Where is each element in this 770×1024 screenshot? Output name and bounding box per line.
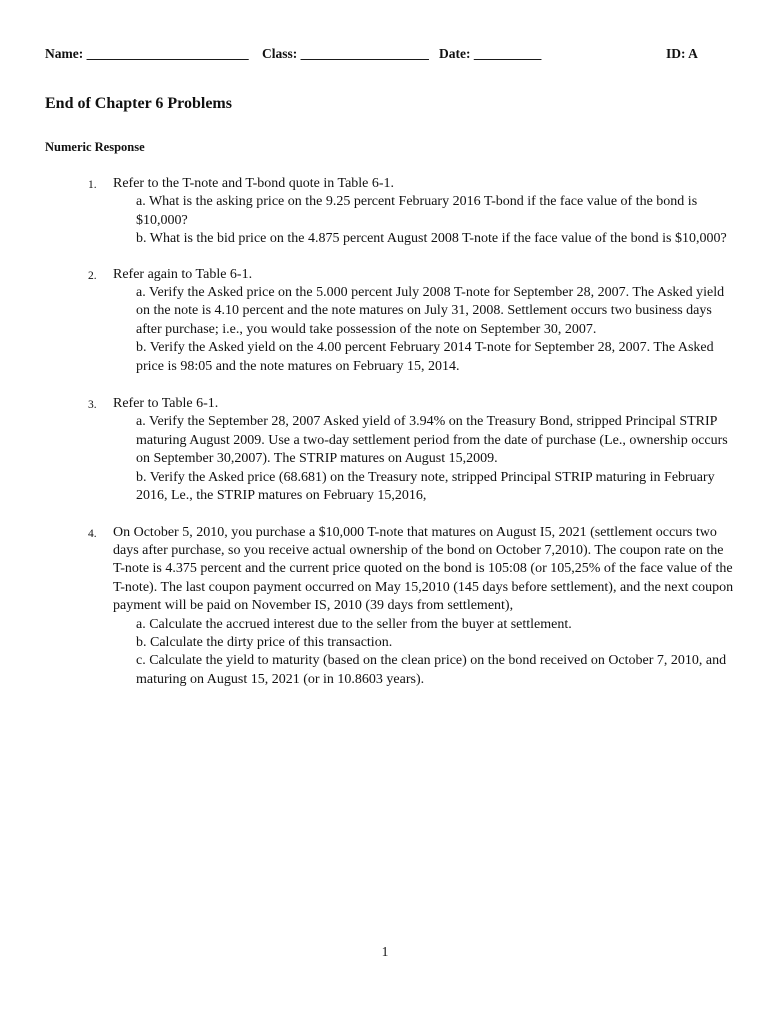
problem-number: 1. (88, 179, 97, 191)
problem-number: 2. (88, 269, 97, 282)
problem-part-b: b. What is the bid price on the 4.875 percent August 2008 T-note if the face value of the bond is $10,000? (136, 231, 727, 247)
page-number: 1 (381, 944, 389, 959)
problem-part-a: a. Calculate the accrued interest due to the seller from the buyer at settlement. (136, 616, 572, 632)
problem-3 (88, 395, 738, 505)
document-header (45, 46, 725, 68)
problem-2 (88, 266, 738, 376)
problem-stem: On October 5, 2010, you purchase a $10,000 T-note that matures on August I5, 2021 (settlement occurs two days after purchase, so you receive actual ownership of the bond on October 7,2010). The coupon rate on the T-note is 4.375 percent and the current price quoted on the bond is 105:08 (or 105,25% of the face value of the T-note). The last coupon payment occurred on May 15,2010 (145 days before settlement), and the next coupon payment will be paid on November IS, 2010 (39 days from settlement), (113, 524, 734, 614)
problem-part-a: a. Verify the Asked price on the 5.000 percent July 2008 T-note for September 28, 2007. The Asked yield on the note is 4.10 percent and the note matures on July 31, 2008. Settlement occurs two business days after purchase; i.e., you would take possession of the note on September 30, 2007. (136, 285, 725, 337)
problem-part-b: b. Calculate the dirty price of this transaction. (136, 634, 393, 650)
problem-part-c: c. Calculate the yield to maturity (based on the clean price) on the bond received on October 7, 2010, and maturing on August 15, 2021 (or in 10.8603 years). (136, 653, 727, 687)
date-field-label: Date: __________ (439, 46, 542, 61)
problem-number: 3. (88, 399, 97, 412)
document-title: End of Chapter 6 Problems (45, 95, 232, 112)
problem-part-a: a. Verify the September 28, 2007 Asked yield of 3.94% on the Treasury Bond, stripped Principal STRIP maturing August 2009. Use a two-day settlement period from the date of purchase (Le., ownership occurs on September 30,2007). The STRIP matures on August 15,2009. (136, 414, 728, 467)
problem-stem: Refer again to Table 6-1. (113, 266, 253, 282)
problem-number: 4. (88, 527, 97, 540)
id-label: ID: A (666, 46, 698, 61)
problem-part-b: b. Verify the Asked price (68.681) on the Treasury note, stripped Principal STRIP maturing in February 2016, Le., the STRIP matures on February 15,2016, (136, 469, 715, 504)
problem-list (88, 175, 738, 689)
problem-1 (88, 175, 738, 249)
problem-part-a: a. What is the asking price on the 9.25 percent February 2016 T-bond if the face value of the bond is $10,000? (136, 194, 698, 228)
section-heading: Numeric Response (45, 140, 145, 154)
class-field-label: Class: ___________________ (262, 46, 429, 61)
problem-stem: Refer to Table 6-1. (113, 396, 219, 412)
problem-4 (88, 524, 738, 690)
name-field-label: Name: ________________________ (45, 46, 249, 61)
problem-stem: Refer to the T-note and T-bond quote in Table 6-1. (113, 176, 395, 191)
problem-part-b: b. Verify the Asked yield on the 4.00 percent February 2014 T-note for September 28, 2007. The Asked price is 98:05 and the note matures on February 15, 2014. (136, 340, 714, 374)
